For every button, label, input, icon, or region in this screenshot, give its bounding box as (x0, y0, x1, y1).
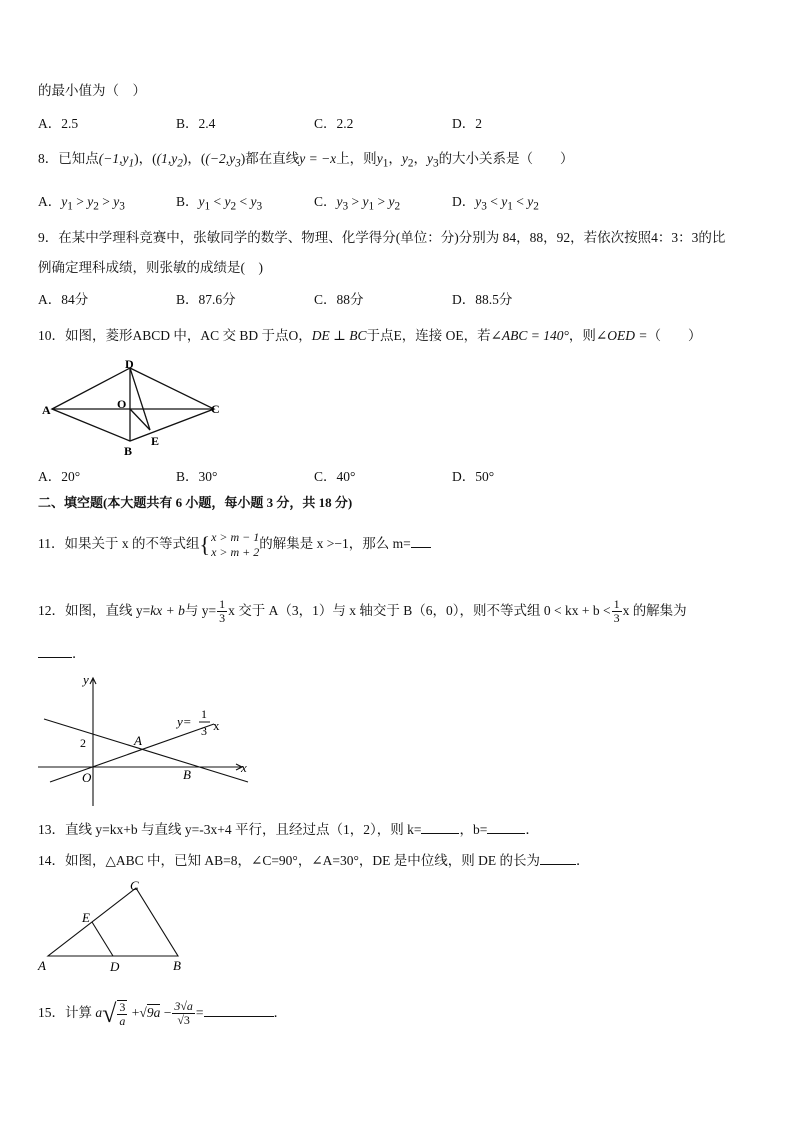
label-a: A (38, 958, 46, 973)
label-b: B (173, 958, 181, 973)
q7-option-d: D．2 (452, 116, 482, 131)
q13-question: 13．直线 y=kx+b 与直线 y=-3x+4 平行，且经过点（1，2），则 k= ，b= ． (38, 822, 539, 837)
q9-line2: 例确定理科成绩，则张敏的成绩是( ) (38, 260, 263, 275)
q10-question: 10．如图，菱形ABCD 中，AC 交 BD 于点O，DE ⊥ BC于点E，连接 OE，若∠ABC = 140°，则∠OED =（ ） (38, 328, 702, 343)
label-e: E (151, 434, 160, 448)
eq-num: 1 (201, 707, 207, 721)
axis-x: x (241, 760, 247, 775)
label-d: D (125, 358, 134, 371)
q10-option-b: B．30° (176, 469, 218, 484)
q7-option-b: B．2.4 (176, 116, 216, 131)
q9-option-a: A．84分 (38, 292, 89, 307)
q11-question: 11．如果关于 x 的不等式组{ x > m − 1 x > m + 2 的解集是 x >−1，那么 m= (38, 527, 431, 561)
label-c: C (211, 402, 220, 416)
label-b: B (124, 444, 133, 458)
q8-option-c: C．$y_3 > y_1 > y_2$ (314, 194, 401, 213)
q9-option-c: C．88分 (314, 292, 364, 307)
label-o: O (117, 397, 127, 411)
q8-question: 8．已知点$(-1,y_1)$，($(1,y_2)$，($(-2,y_3)$都在直线y = −x上，则$y_1$，$y_2$，$y_3$的大小关系是（ ） (38, 151, 574, 170)
q14-question: 14．如图，△ABC 中，已知 AB=8，∠C=90°，∠A=30°，DE 是中位线，则 DE 的长为 ． (38, 853, 590, 868)
q12-graph (36, 672, 256, 810)
q14-triangle-figure (36, 878, 196, 974)
q7-option-c: C．2.2 (314, 116, 354, 131)
q10-option-c: C．40° (314, 469, 356, 484)
q15-question: 15．计算 a√ $\frac{3}{a}$ +√9a − $\frac{3√a}{√3}$ = ． (38, 998, 288, 1028)
eq-den: 3 (201, 724, 207, 738)
label-c: C (130, 878, 139, 893)
q7-option-a: A．2.5 (38, 116, 79, 131)
eq-x: x (213, 718, 220, 733)
label-d: D (110, 959, 120, 974)
q10-option-a: A．20° (38, 469, 81, 484)
label-e: E (82, 910, 90, 925)
point-b: B (183, 767, 191, 782)
q12-answer-blank: ． (38, 645, 86, 663)
q9-line1: 9．在某中学理科竞赛中，张敏同学的数学、物理、化学得分(单位：分)分别为 84，88，92，若依次按照4：3：3的比 (38, 230, 726, 245)
label-a: A (42, 403, 51, 417)
point-a: A (134, 733, 142, 748)
q8-option-b: B．$y_1 < y_2 < y_3$ (176, 194, 263, 213)
q12-question: 12．如图，直线 y=kx + b与 y= $\frac{1}{3}$ x 交于 A（3，1）与 x 轴交于 B（6，0），则不等式组 0 < kx + b < $\frac{1}{3}$ x 的解集为 (38, 597, 687, 626)
eq-label: y= (177, 714, 192, 729)
q7-text: 的最小值为（ ） (38, 83, 146, 98)
q9-option-b: B．87.6分 (176, 292, 236, 307)
axis-y: y (83, 672, 89, 687)
q10-rhombus-figure (38, 358, 228, 458)
y-tick-2: 2 (80, 736, 86, 750)
q8-option-a: A．$y_1 > y_2 > y_3$ (38, 194, 125, 213)
section-heading: 二、填空题(本大题共有 6 小题，每小题 3 分，共 18 分) (38, 495, 353, 510)
q10-option-d: D．50° (452, 469, 495, 484)
origin: O (82, 770, 92, 785)
q9-option-d: D．88.5分 (452, 292, 513, 307)
q8-option-d: D．$y_3 < y_1 < y_2$ (452, 194, 539, 213)
